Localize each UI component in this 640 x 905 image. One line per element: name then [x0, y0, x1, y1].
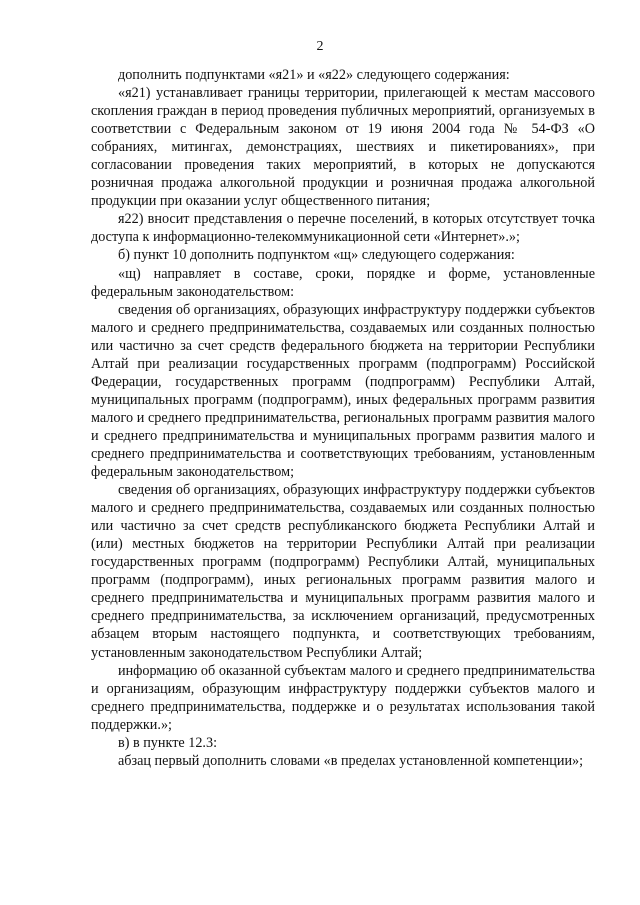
paragraph-federal-info: сведения об организациях, образующих инфраструктуру поддержки субъектов малого и среднего предпринимательства, создаваемых или созданных полностью или частично за счет средств федерального бюджета на территории Республики Алтай при реализации государственных программ (подпрограмм) Российской Федерации, государственных программ (подпрограмм) Республики Алтай, муниципальных программ (подпрограмм), иных федеральных программ развития малого и среднего предпринимательства, региональных программ развития малого и среднего предпринимательства и муниципальных программ развития малого и среднего предпринимательства и соответствующих требованиям, установленным федеральным законодательством; [91, 301, 595, 481]
paragraph-item-v: в) в пункте 12.3: [118, 734, 218, 751]
paragraph-intro: дополнить подпунктами «я21» и «я22» следующего содержания: [118, 67, 510, 83]
page-number: 2 [316, 39, 324, 54]
paragraph-sch: «щ) направляет в составе, сроки, порядке и форме, установленные федеральным законодательством: [91, 265, 595, 300]
document-body [91, 66, 595, 770]
paragraph-item-b: б) пункт 10 дополнить подпунктом «щ» следующего содержания: [118, 247, 515, 264]
paragraph-regional-info: сведения об организациях, образующих инфраструктуру поддержки субъектов малого и среднего предпринимательства, создаваемых или созданных полностью или частично за счет средств республиканского бюджета Республики Алтай и (или) местных бюджетов на территории Республики Алтай при реализации государственных программ (подпрограмм) Республики Алтай, муниципальных программ (подпрограмм), иных региональных программ развития малого и среднего предпринимательства и муниципальных программ развития малого и среднего предпринимательства, за исключением организаций, предусмотренных абзацем вторым настоящего подпункта, и соответствующих требованиям, установленным законодательством Республики Алтай; [91, 482, 595, 661]
paragraph-support-info: информацию об оказанной субъектам малого и среднего предпринимательства и организациям, образующим инфраструктуру поддержки субъектов малого и среднего предпринимательства, поддержке и о результатах использования такой поддержки.»; [91, 662, 595, 733]
paragraph-ya22: я22) вносит представления о перечне поселений, в которых отсутствует точка доступа к информационно-телекоммуникационной сети «Интернет».»; [91, 211, 595, 246]
paragraph-first-abzac: абзац первый дополнить словами «в пределах установленной компетенции»; [118, 752, 584, 769]
paragraph-ya21: «я21) устанавливает границы территории, прилегающей к местам массового скопления граждан в период проведения публичных мероприятий, организуемых в соответствии с Федеральным законом от 19 июня 2004 года № 54-ФЗ «О собраниях, митингах, демонстрациях, шествиях и пикетированиях», при согласовании проведения таких мероприятий, в которых не допускаются розничная продажа алкогольной продукции и розничная продажа алкогольной продукции при оказании услуг общественного питания; [91, 85, 595, 210]
